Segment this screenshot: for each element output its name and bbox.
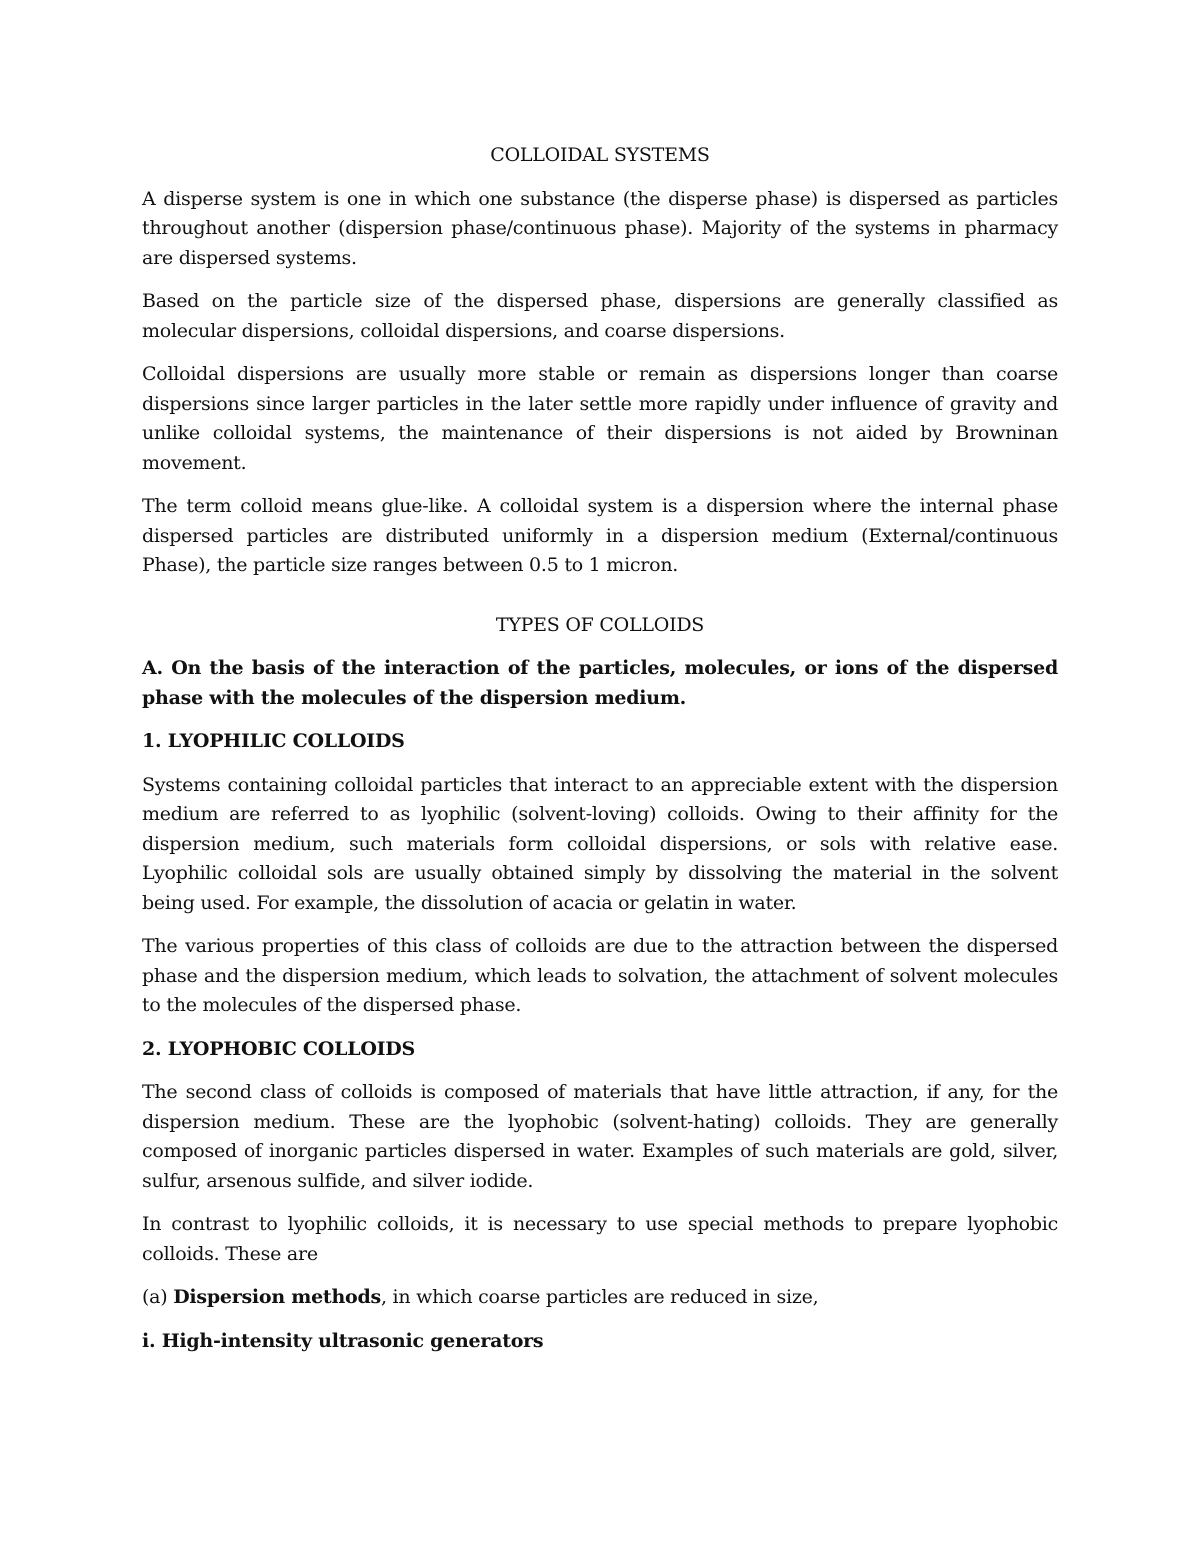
lyophobic-paragraph: The second class of colloids is composed of materials that have little attraction, if any, for the dispersion medium. These are the lyophobic (solvent-hating) colloids. They are generally composed of inorganic particles dispersed in water. Examples of such materials are gold, silver, sulfur, arsenous sulfide, and silver iodide.: [142, 1081, 1058, 1192]
intro-paragraph: Colloidal dispersions are usually more stable or remain as dispersions longer than coarse dispersions since larger particles in the later settle more rapidly under influence of gravity and unlike colloidal systems, the maintenance of their dispersions is not aided by Browninan movement.: [142, 363, 1058, 474]
document-page: [142, 141, 1058, 1370]
intro-paragraph: A disperse system is one in which one substance (the disperse phase) is dispersed as particles throughout another (dispersion phase/continuous phase). Majority of the systems in pharmacy are dispersed systems.: [142, 187, 1058, 269]
intro-paragraph: The term colloid means glue-like. A colloidal system is a dispersion where the internal phase dispersed particles are distributed uniformly in a dispersion medium (External/continuous Phase), the particle size ranges between 0.5 to 1 micron.: [142, 495, 1058, 576]
dispersion-methods-term: Dispersion methods: [173, 1286, 381, 1308]
intro-paragraph: Based on the particle size of the dispersed phase, dispersions are generally classified as molecular dispersions, colloidal dispersions, and coarse dispersions.: [142, 290, 1058, 342]
lyophilic-heading: 1. LYOPHILIC COLLOIDS: [142, 730, 405, 752]
dispersion-methods-prefix: (a): [142, 1286, 174, 1308]
lyophilic-paragraph: The various properties of this class of colloids are due to the attraction between the dispersed phase and the dispersion medium, which leads to solvation, the attachment of solvent molecules to the molecules of the dispersed phase.: [142, 935, 1058, 1016]
basis-heading: A. On the basis of the interaction of the particles, molecules, or ions of the dispersed phase with the molecules of the dispersion medium.: [142, 657, 1058, 709]
lyophobic-heading: 2. LYOPHOBIC COLLOIDS: [142, 1037, 415, 1060]
method-i-heading: i. High-intensity ultrasonic generators: [142, 1329, 544, 1352]
document-title: COLLOIDAL SYSTEMS: [490, 144, 710, 166]
lyophobic-paragraph: In contrast to lyophilic colloids, it is necessary to use special methods to prepare lyophobic colloids. These are: [142, 1213, 1058, 1265]
dispersion-methods-rest: , in which coarse particles are reduced in size,: [380, 1286, 819, 1308]
lyophilic-paragraph: Systems containing colloidal particles that interact to an appreciable extent with the dispersion medium are referred to as lyophilic (solvent-loving) colloids. Owing to their affinity for the dispersion medium, such materials form colloidal dispersions, or sols with relative ease. Lyophilic colloidal sols are usually obtained simply by dissolving the material in the solvent being used. For example, the dissolution of acacia or gelatin in water.: [142, 773, 1058, 914]
dispersion-methods-line: [142, 1283, 1058, 1313]
types-heading: TYPES OF COLLOIDS: [495, 613, 705, 636]
